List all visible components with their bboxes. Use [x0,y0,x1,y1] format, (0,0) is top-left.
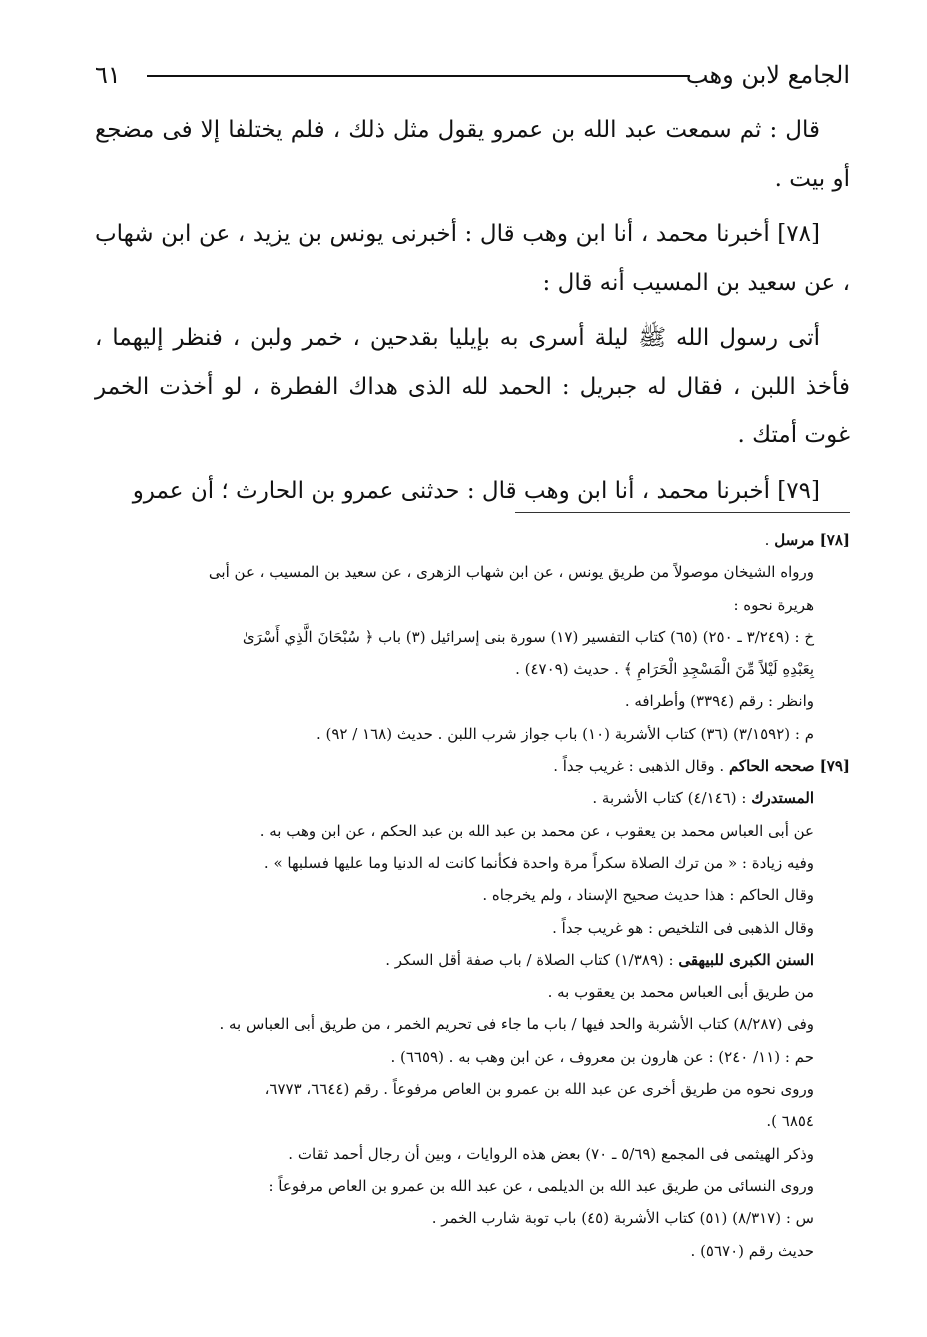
main-paragraph: قال : ثم سمعت عبد الله بن عمرو يقول مثل ذلك ، فلم يختلفا إلا فى مضجع أو بيت . [95,117,850,192]
header-title: الجامع لابن وهب [685,61,850,89]
main-paragraph: أتى رسول الله ﷺ ليلة أسرى به بإيليا بقدحين ، خمر ولبن ، فنظر إليهما ، فأخذ اللبن ، فقال له جبريل : الحمد لله الذى هداك الفطرة ، لو أخذت الخمر غوت أمتك . [95,325,850,448]
footnote-line: وقال الحاكم : هذا حديث صحيح الإسناد ، ولم يخرجاه . [482,886,814,905]
footnote-line: وانظر : رقم (٣٣٩٤) وأطرافه . [624,692,814,711]
footnote-line [95,782,850,814]
main-text [95,106,850,522]
footnote-line [95,944,850,976]
footnote-line: عن أبى العباس محمد بن يعقوب ، عن محمد بن عبد الله بن عبد الحكم ، عن ابن وهب به . [259,821,814,840]
footnote-line: وروى نحوه من طريق أخرى عن عبد الله بن عمرو بن العاص مرفوعاً . رقم (٦٦٤٤، ٦٧٧٣، [264,1080,814,1099]
footnote-heading-rest: . وقال الذهبى : غريب جداً . [553,757,729,776]
footnotes [95,524,850,1267]
header-rule [147,75,690,77]
footnote-line: م : (٣/١٥٩٢) (٣٦) كتاب الأشربة (١٠) باب جواز شرب اللبن . حديث (١٦٨ / ٩٢) . [315,724,814,743]
footnote-line: ٦٨٥٤ ). [766,1112,814,1131]
page-number: ٦١ [95,61,121,89]
source-name: المستدرك [751,789,814,808]
source-name: السنن الكبرى للبيهقى [678,950,814,969]
footnote-line: وفى (٨/٢٨٧) كتاب الأشربة والحد فيها / باب ما جاء فى تحريم الخمر ، من طريق أبى العباس به . [219,1015,814,1034]
running-header [95,58,850,98]
main-paragraph: [٧٨] أخبرنا محمد ، أنا ابن وهب قال : أخبرنى يونس بن يزيد ، عن ابن شهاب ، عن سعيد بن المسيب أنه قال : [95,221,850,296]
footnote-line: خ : (٣/٢٤٩ ـ ٢٥٠) (٦٥) كتاب التفسير (١٧) سورة بنى إسرائيل (٣) باب ﴿ سُبْحَانَ الَّذِي أَسْرَىٰ [242,627,814,646]
main-paragraph: [٧٩] أخبرنا محمد ، أنا ابن وهب قال : حدثنى عمرو بن الحارث ؛ أن عمرو [132,477,820,504]
footnote-line: س : (٨/٣١٧) (٥١) كتاب الأشربة (٤٥) باب توبة شارب الخمر . [431,1209,814,1228]
footnote-line: وقال الذهبى فى التلخيص : هو غريب جداً . [552,918,814,937]
source-ref: : (١/٣٨٩) كتاب الصلاة / باب صفة أقل السكر . [385,950,679,969]
footnote-heading [95,750,850,782]
footnote-heading-rest: . [764,531,775,549]
footnote-line: حم : (١١/ ٢٤٠) : عن هارون بن معروف ، عن ابن وهب به . (٦٦٥٩) . [390,1047,814,1066]
source-ref: : (٤/١٤٦) كتاب الأشربة . [592,789,752,808]
footnote-line: من طريق أبى العباس محمد بن يعقوب به . [547,983,814,1002]
footnote-line: حديث رقم (٥٦٧٠) . [690,1241,814,1260]
footnote-line: وذكر الهيثمى فى المجمع (٥/٦٩ ـ ٧٠) بعض هذه الروايات ، وبين أن رجال أحمد ثقات . [288,1144,814,1163]
footnote-heading-bold: [٧٩] صححه الحاكم [728,757,850,776]
footnote-line: هريرة نحوه : [733,595,814,614]
footnote-line: بِعَبْدِهِ لَيْلاً مِّنَ الْمَسْجِدِ الْحَرَامِ ﴾ . حديث (٤٧٠٩) . [515,660,814,679]
footnote-line: ورواه الشيخان موصولاً من طريق يونس ، عن ابن شهاب الزهرى ، عن سعيد بن المسيب ، عن أبى [208,563,814,582]
footnote-line: وفيه زيادة : « من ترك الصلاة سكراً مرة واحدة فكأنما كانت له الدنيا وما عليها فسلبها » . [263,853,814,872]
footnote-heading [95,524,850,556]
footnote-heading-bold: [٧٨] مرسل [774,531,850,549]
footnote-line: وروى النسائى من طريق عبد الله بن الديلمى ، عن عبد الله بن عمرو بن العاص مرفوعاً : [268,1176,814,1195]
footnote-divider [515,512,850,513]
